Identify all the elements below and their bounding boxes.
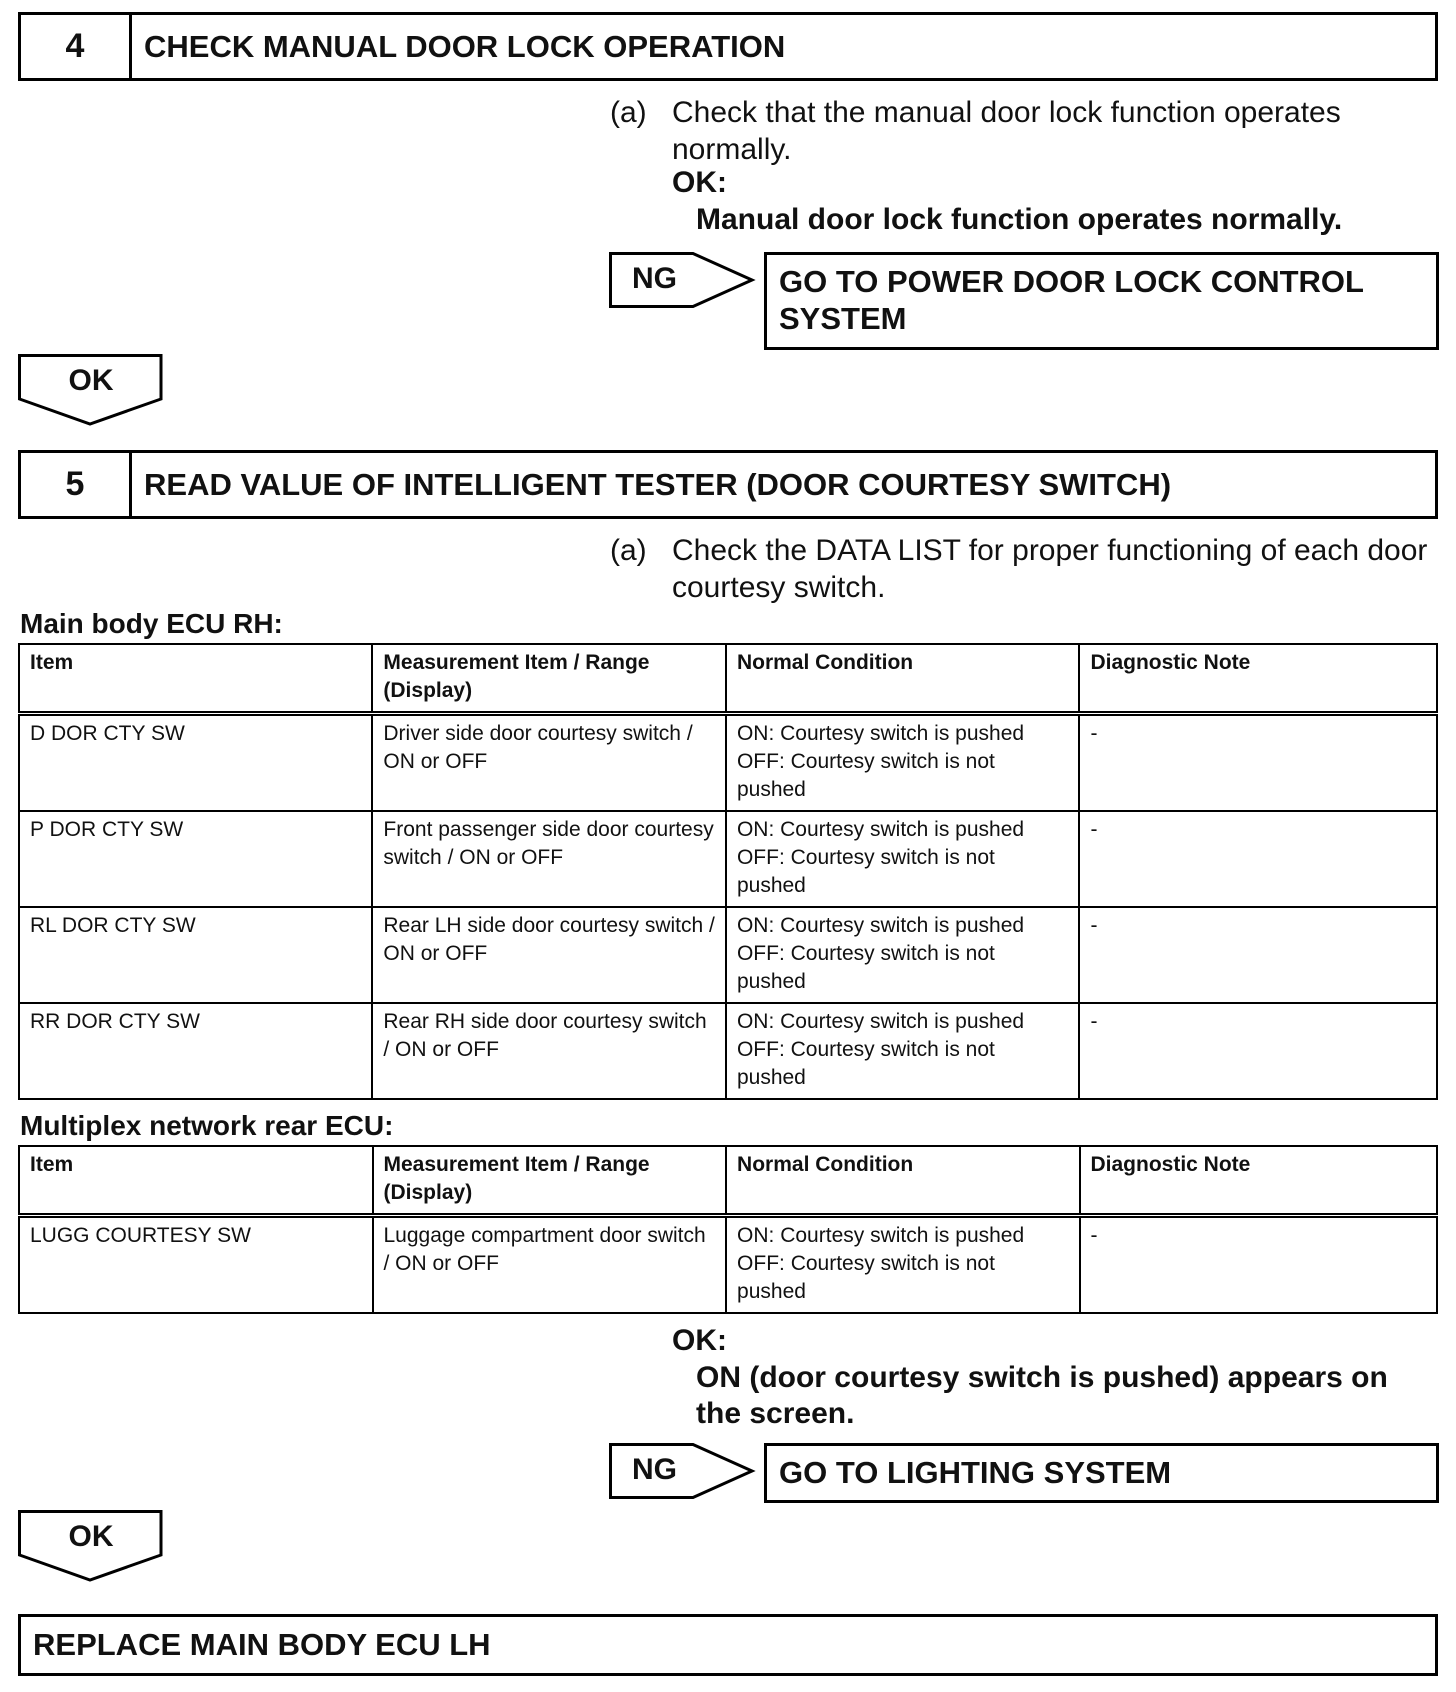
- step-5-ng-arrow: [609, 1443, 755, 1499]
- step-5-instruction: [610, 532, 1440, 612]
- normal-condition-cell: ON: Courtesy switch is pushed OFF: Courtesy switch is not pushed: [726, 1216, 1079, 1314]
- table-2-col-item: Item: [19, 1146, 373, 1216]
- step-5-instruction-text: Check the DATA LIST for proper functioning of each door courtesy switch.: [672, 534, 1428, 604]
- table-1-col-note: Diagnostic Note: [1079, 644, 1437, 714]
- final-action-box: [18, 1614, 1438, 1676]
- item-cell: LUGG COURTESY SW: [19, 1216, 373, 1314]
- table-row: [19, 1216, 1437, 1314]
- table-2-col-note: Diagnostic Note: [1080, 1146, 1438, 1216]
- step-4-ok-text: Manual door lock function operates normally.: [696, 203, 1343, 236]
- normal-condition-cell: ON: Courtesy switch is pushed OFF: Courtesy switch is not pushed: [726, 907, 1080, 1003]
- step-4-ok-arrow-label: OK: [68, 364, 114, 397]
- measurement-cell: Luggage compartment door switch / ON or OFF: [373, 1216, 727, 1314]
- step-4-ng-label: NG: [632, 262, 677, 295]
- step-4-header: [18, 12, 1438, 81]
- step-5-header: [18, 450, 1438, 519]
- normal-condition-cell: ON: Courtesy switch is pushed OFF: Courtesy switch is not pushed: [726, 1003, 1080, 1099]
- diagnostic-note-cell: -: [1079, 811, 1437, 907]
- diagnostic-note-cell: -: [1079, 714, 1437, 812]
- table-1-col-item: Item: [19, 644, 372, 714]
- multiplex-rear-ecu-table: [18, 1145, 1438, 1314]
- table-1-col-normal: Normal Condition: [726, 644, 1080, 714]
- table-2-col-normal: Normal Condition: [726, 1146, 1079, 1216]
- step-4-instruction: [610, 94, 1440, 174]
- diagnostic-note-cell: -: [1079, 907, 1437, 1003]
- final-action-title: REPLACE MAIN BODY ECU LH: [33, 1627, 491, 1662]
- main-body-ecu-table: [18, 643, 1438, 1100]
- item-cell: D DOR CTY SW: [19, 714, 372, 812]
- step-4-ng-arrow: [609, 252, 755, 308]
- table-1-header-row: [19, 644, 1437, 714]
- measurement-cell: Driver side door courtesy switch / ON or OFF: [372, 714, 726, 812]
- step-5-title: READ VALUE OF INTELLIGENT TESTER (DOOR COURTESY SWITCH): [144, 466, 1172, 502]
- normal-condition-cell: ON: Courtesy switch is pushed OFF: Courtesy switch is not pushed: [726, 811, 1080, 907]
- table-2-heading: Multiplex network rear ECU:: [20, 1110, 394, 1141]
- normal-condition-cell: ON: Courtesy switch is pushed OFF: Courtesy switch is not pushed: [726, 714, 1080, 812]
- step-4-instruction-text: Check that the manual door lock function operates normally.: [672, 96, 1341, 166]
- table-1-heading: Main body ECU RH:: [20, 608, 283, 639]
- step-5-number: 5: [21, 453, 132, 516]
- diagnostic-note-cell: -: [1080, 1216, 1438, 1314]
- step-5-instruction-label: (a): [610, 534, 647, 567]
- table-row: [19, 907, 1437, 1003]
- step-4-instruction-label: (a): [610, 96, 647, 129]
- step-4-number: 4: [21, 15, 132, 78]
- item-cell: RR DOR CTY SW: [19, 1003, 372, 1099]
- item-cell: P DOR CTY SW: [19, 811, 372, 907]
- diagnostic-note-cell: -: [1079, 1003, 1437, 1099]
- table-1-col-measurement: Measurement Item / Range (Display): [372, 644, 726, 714]
- item-cell: RL DOR CTY SW: [19, 907, 372, 1003]
- measurement-cell: Rear RH side door courtesy switch / ON or OFF: [372, 1003, 726, 1099]
- measurement-cell: Front passenger side door courtesy switch / ON or OFF: [372, 811, 726, 907]
- table-row: [19, 714, 1437, 812]
- step-5-ok-arrow-label: OK: [68, 1520, 114, 1553]
- step-4-ok-label: OK:: [672, 166, 727, 199]
- table-2-header-row: [19, 1146, 1437, 1216]
- table-row: [19, 811, 1437, 907]
- table-2-col-measurement: Measurement Item / Range (Display): [373, 1146, 727, 1216]
- step-5-ok-text: ON (door courtesy switch is pushed) appears on the screen.: [696, 1361, 1388, 1430]
- step-5-ng-label: NG: [632, 1453, 677, 1486]
- table-row: [19, 1003, 1437, 1099]
- step-4-title: CHECK MANUAL DOOR LOCK OPERATION: [144, 28, 786, 64]
- measurement-cell: Rear LH side door courtesy switch / ON or OFF: [372, 907, 726, 1003]
- step-5-ng-result: GO TO LIGHTING SYSTEM: [764, 1443, 1439, 1503]
- step-5-ok-label: OK:: [672, 1324, 727, 1357]
- step-4-ng-result: GO TO POWER DOOR LOCK CONTROL SYSTEM: [764, 252, 1439, 350]
